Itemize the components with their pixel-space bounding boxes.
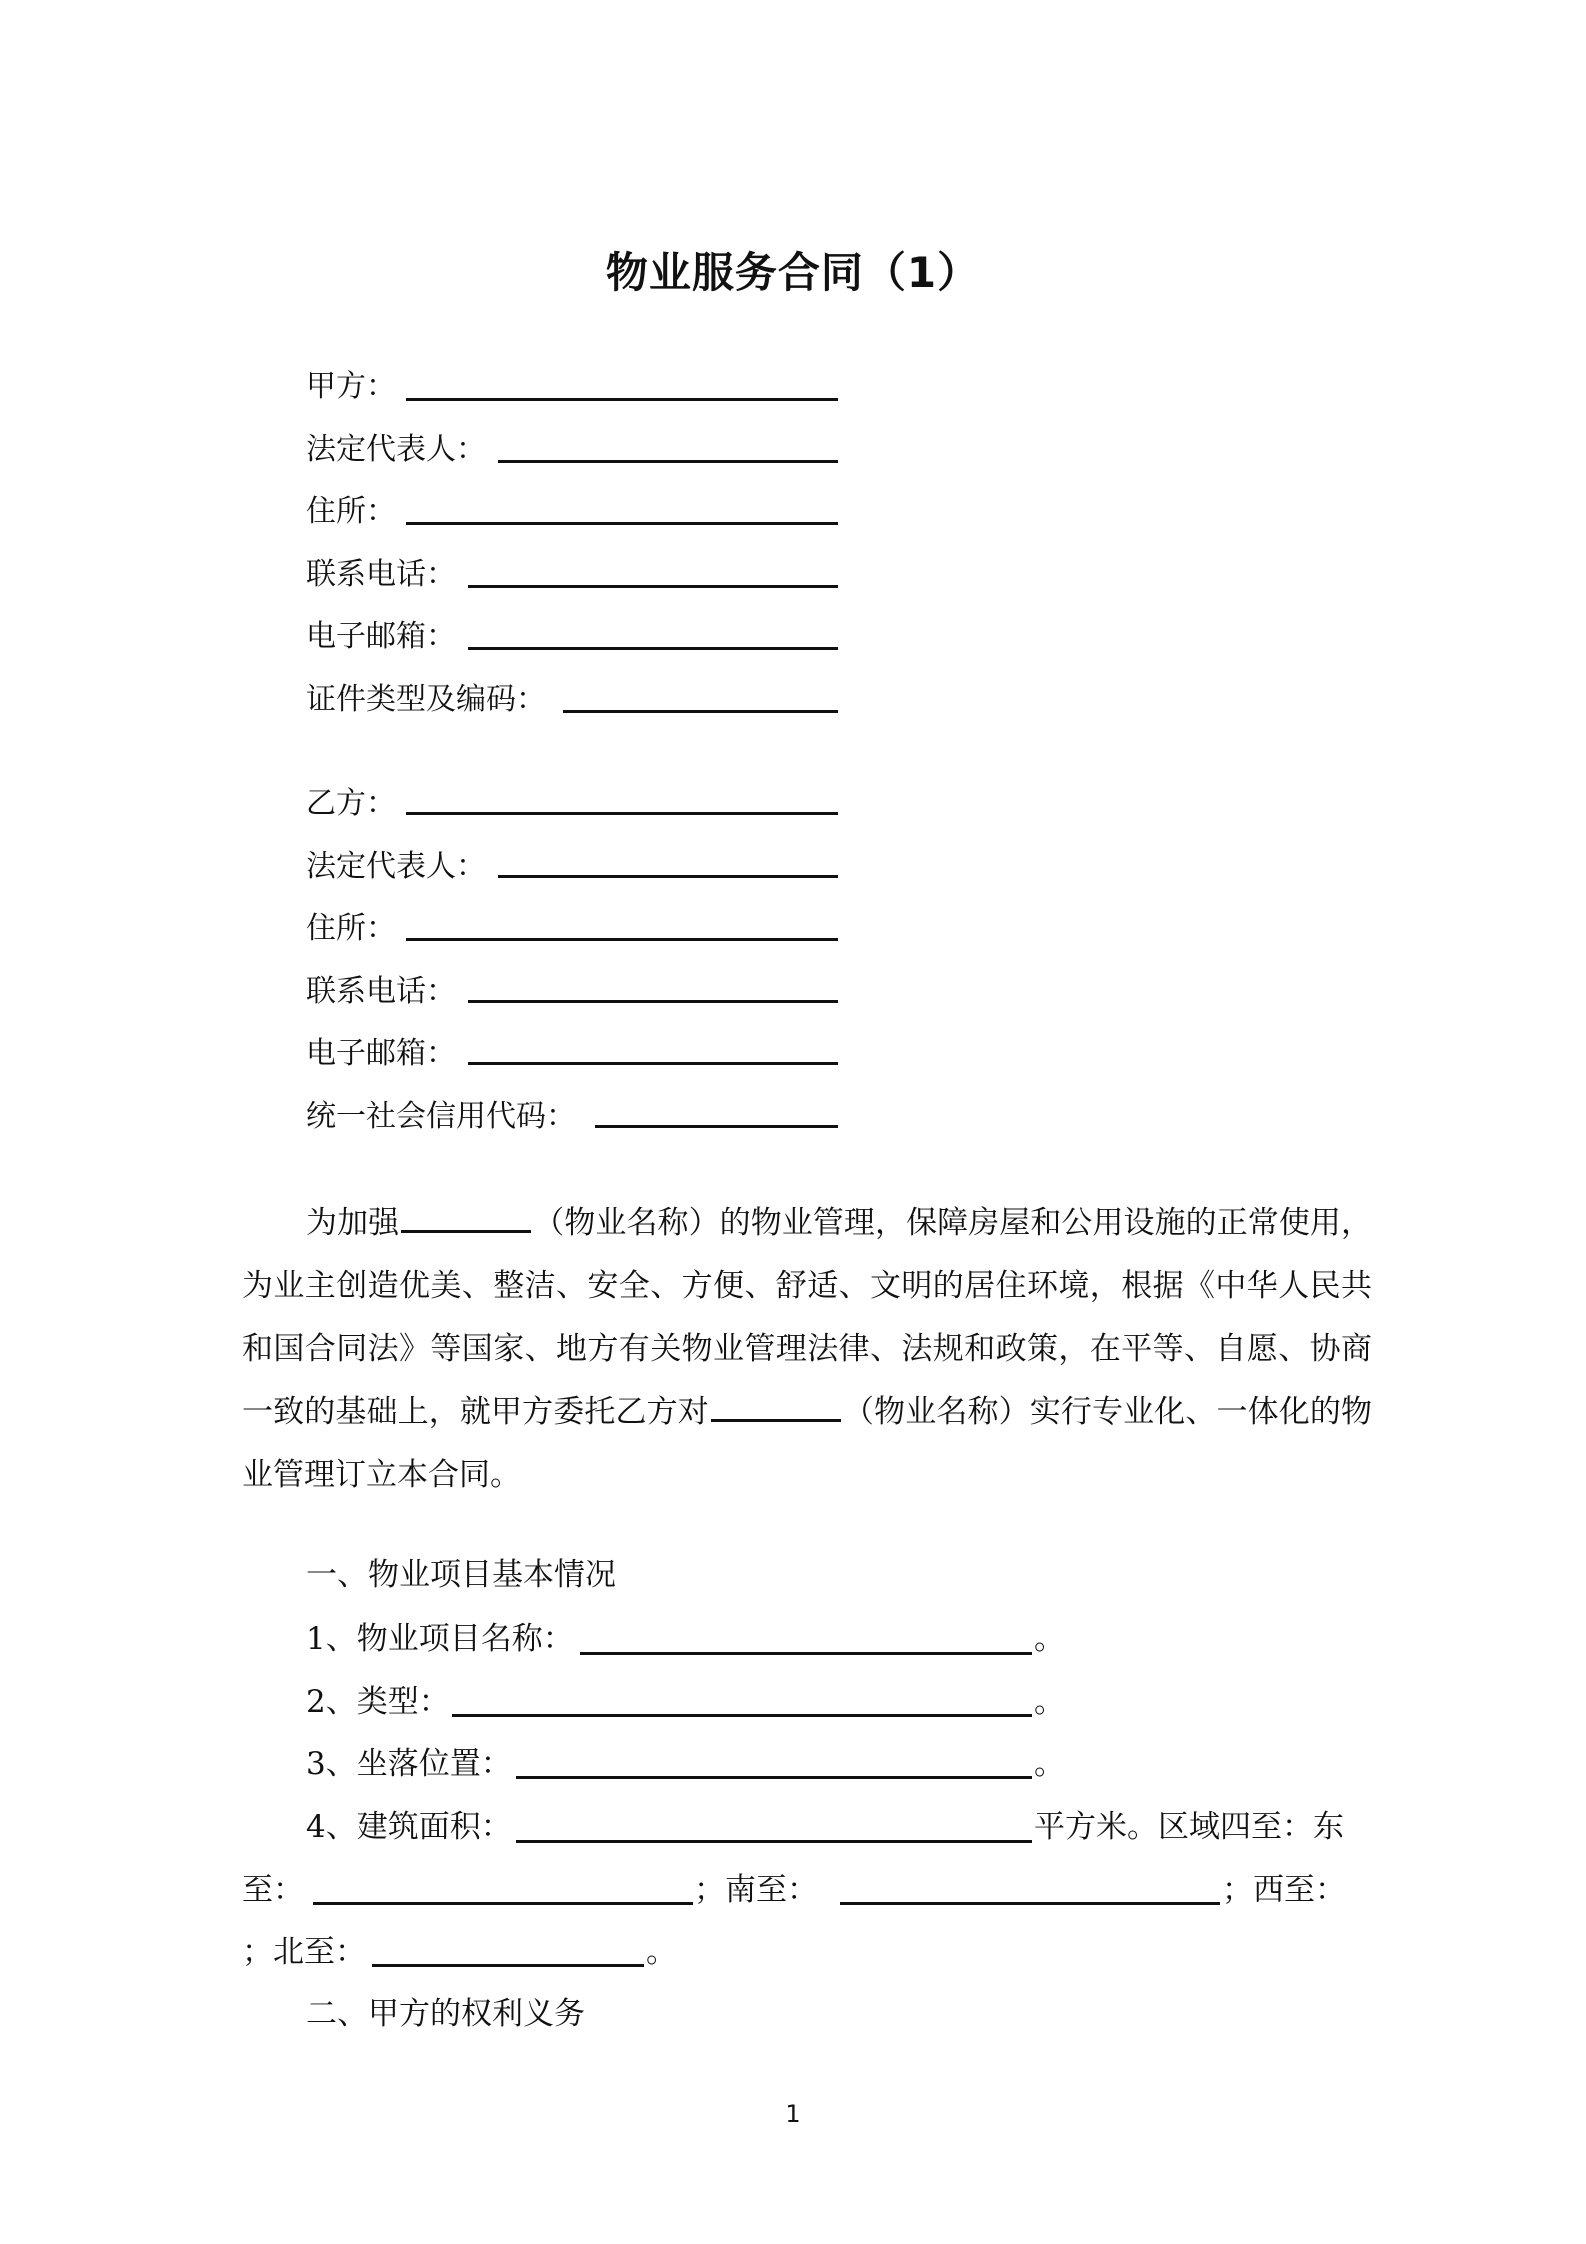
document-title: 物业服务合同（1） [605, 248, 981, 297]
party-a-address-blank[interactable] [406, 522, 838, 525]
field-label: 联系电话： [306, 557, 456, 592]
field-label: 甲方： [306, 369, 396, 404]
project-name-blank[interactable] [580, 1652, 1032, 1655]
party-b-address-blank[interactable] [406, 938, 838, 941]
property-name-blank-2[interactable] [711, 1395, 841, 1422]
field-label: 法定代表人： [306, 849, 486, 884]
field-label: 法定代表人： [306, 432, 486, 467]
east-label: 至： [242, 1872, 304, 1908]
field-label: 电子邮箱： [306, 619, 456, 654]
east-boundary-blank[interactable] [313, 1902, 693, 1905]
party-b-name-blank[interactable] [406, 812, 838, 815]
location-suffix: 。 [1034, 1746, 1065, 1782]
area-blank[interactable] [516, 1840, 1032, 1843]
field-label: 证件类型及编码： [306, 682, 546, 717]
project-name-suffix: 。 [1034, 1621, 1065, 1657]
party-b-address-row [306, 907, 396, 951]
party-b-legal-rep-blank[interactable] [498, 875, 838, 878]
preamble-paragraph [242, 1192, 1372, 1507]
party-a-name-row [306, 365, 396, 409]
section-2-heading: 二、甲方的权利义务 [306, 1996, 585, 2032]
north-label: ；北至： [242, 1934, 366, 1970]
page-number: 1 [785, 2100, 801, 2128]
party-b-legal-rep-row [306, 845, 486, 889]
north-end: 。 [646, 1934, 677, 1970]
party-a-phone-row [306, 553, 456, 597]
type-suffix: 。 [1034, 1684, 1065, 1720]
party-b-phone-blank[interactable] [468, 1000, 838, 1003]
preamble-text-3: （物业名称）实行专业化、一体化的物业管理订立本合同。 [242, 1394, 1372, 1493]
field-label: 统一社会信用代码： [306, 1099, 576, 1134]
party-b-credit-code-blank[interactable] [595, 1125, 838, 1128]
north-boundary-blank[interactable] [372, 1964, 644, 1967]
field-label: 电子邮箱： [306, 1036, 456, 1071]
party-a-email-blank[interactable] [468, 647, 838, 650]
project-name-label: 1、物业项目名称： [306, 1621, 574, 1657]
south-label: ；南至： [694, 1872, 818, 1908]
party-b-email-blank[interactable] [468, 1062, 838, 1065]
party-a-phone-blank[interactable] [468, 585, 838, 588]
party-b-name-row [306, 782, 396, 826]
type-label: 2、类型： [306, 1684, 450, 1720]
field-label: 住所： [306, 494, 396, 529]
preamble-text-2: （物业名称）的物业管理，保障房屋和公用设施的正常使用，为业主创造优美、整洁、安全、方便、舒适、文明的居住环境，根据《中华人民共和国合同法》等国家、地方有关物业管理法律、法规和政策，在平等、自愿、协商一致的基础上，就甲方委托乙方对 [242, 1205, 1373, 1430]
field-label: 乙方： [306, 786, 396, 821]
preamble-text-1: 为加强 [306, 1205, 400, 1241]
party-a-email-row [306, 615, 456, 659]
party-b-phone-row [306, 970, 456, 1014]
field-label: 住所： [306, 911, 396, 946]
south-boundary-blank[interactable] [840, 1902, 1220, 1905]
party-b-credit-code-row [306, 1095, 576, 1139]
west-label: ；西至： [1222, 1872, 1346, 1908]
party-a-legal-rep-row [306, 428, 486, 472]
party-a-legal-rep-blank[interactable] [498, 460, 838, 463]
party-a-id-row [306, 678, 546, 722]
section-1-heading: 一、物业项目基本情况 [306, 1557, 616, 1593]
party-b-email-row [306, 1032, 456, 1076]
area-unit-text: 平方米。区域四至：东 [1034, 1809, 1344, 1845]
area-label: 4、建筑面积： [306, 1809, 512, 1845]
location-label: 3、坐落位置： [306, 1746, 512, 1782]
field-label: 联系电话： [306, 974, 456, 1009]
location-blank[interactable] [516, 1776, 1032, 1779]
property-name-blank-1[interactable] [401, 1206, 531, 1233]
type-blank[interactable] [452, 1714, 1032, 1717]
party-a-id-blank[interactable] [563, 710, 838, 713]
party-a-name-blank[interactable] [406, 398, 838, 401]
party-a-address-row [306, 490, 396, 534]
